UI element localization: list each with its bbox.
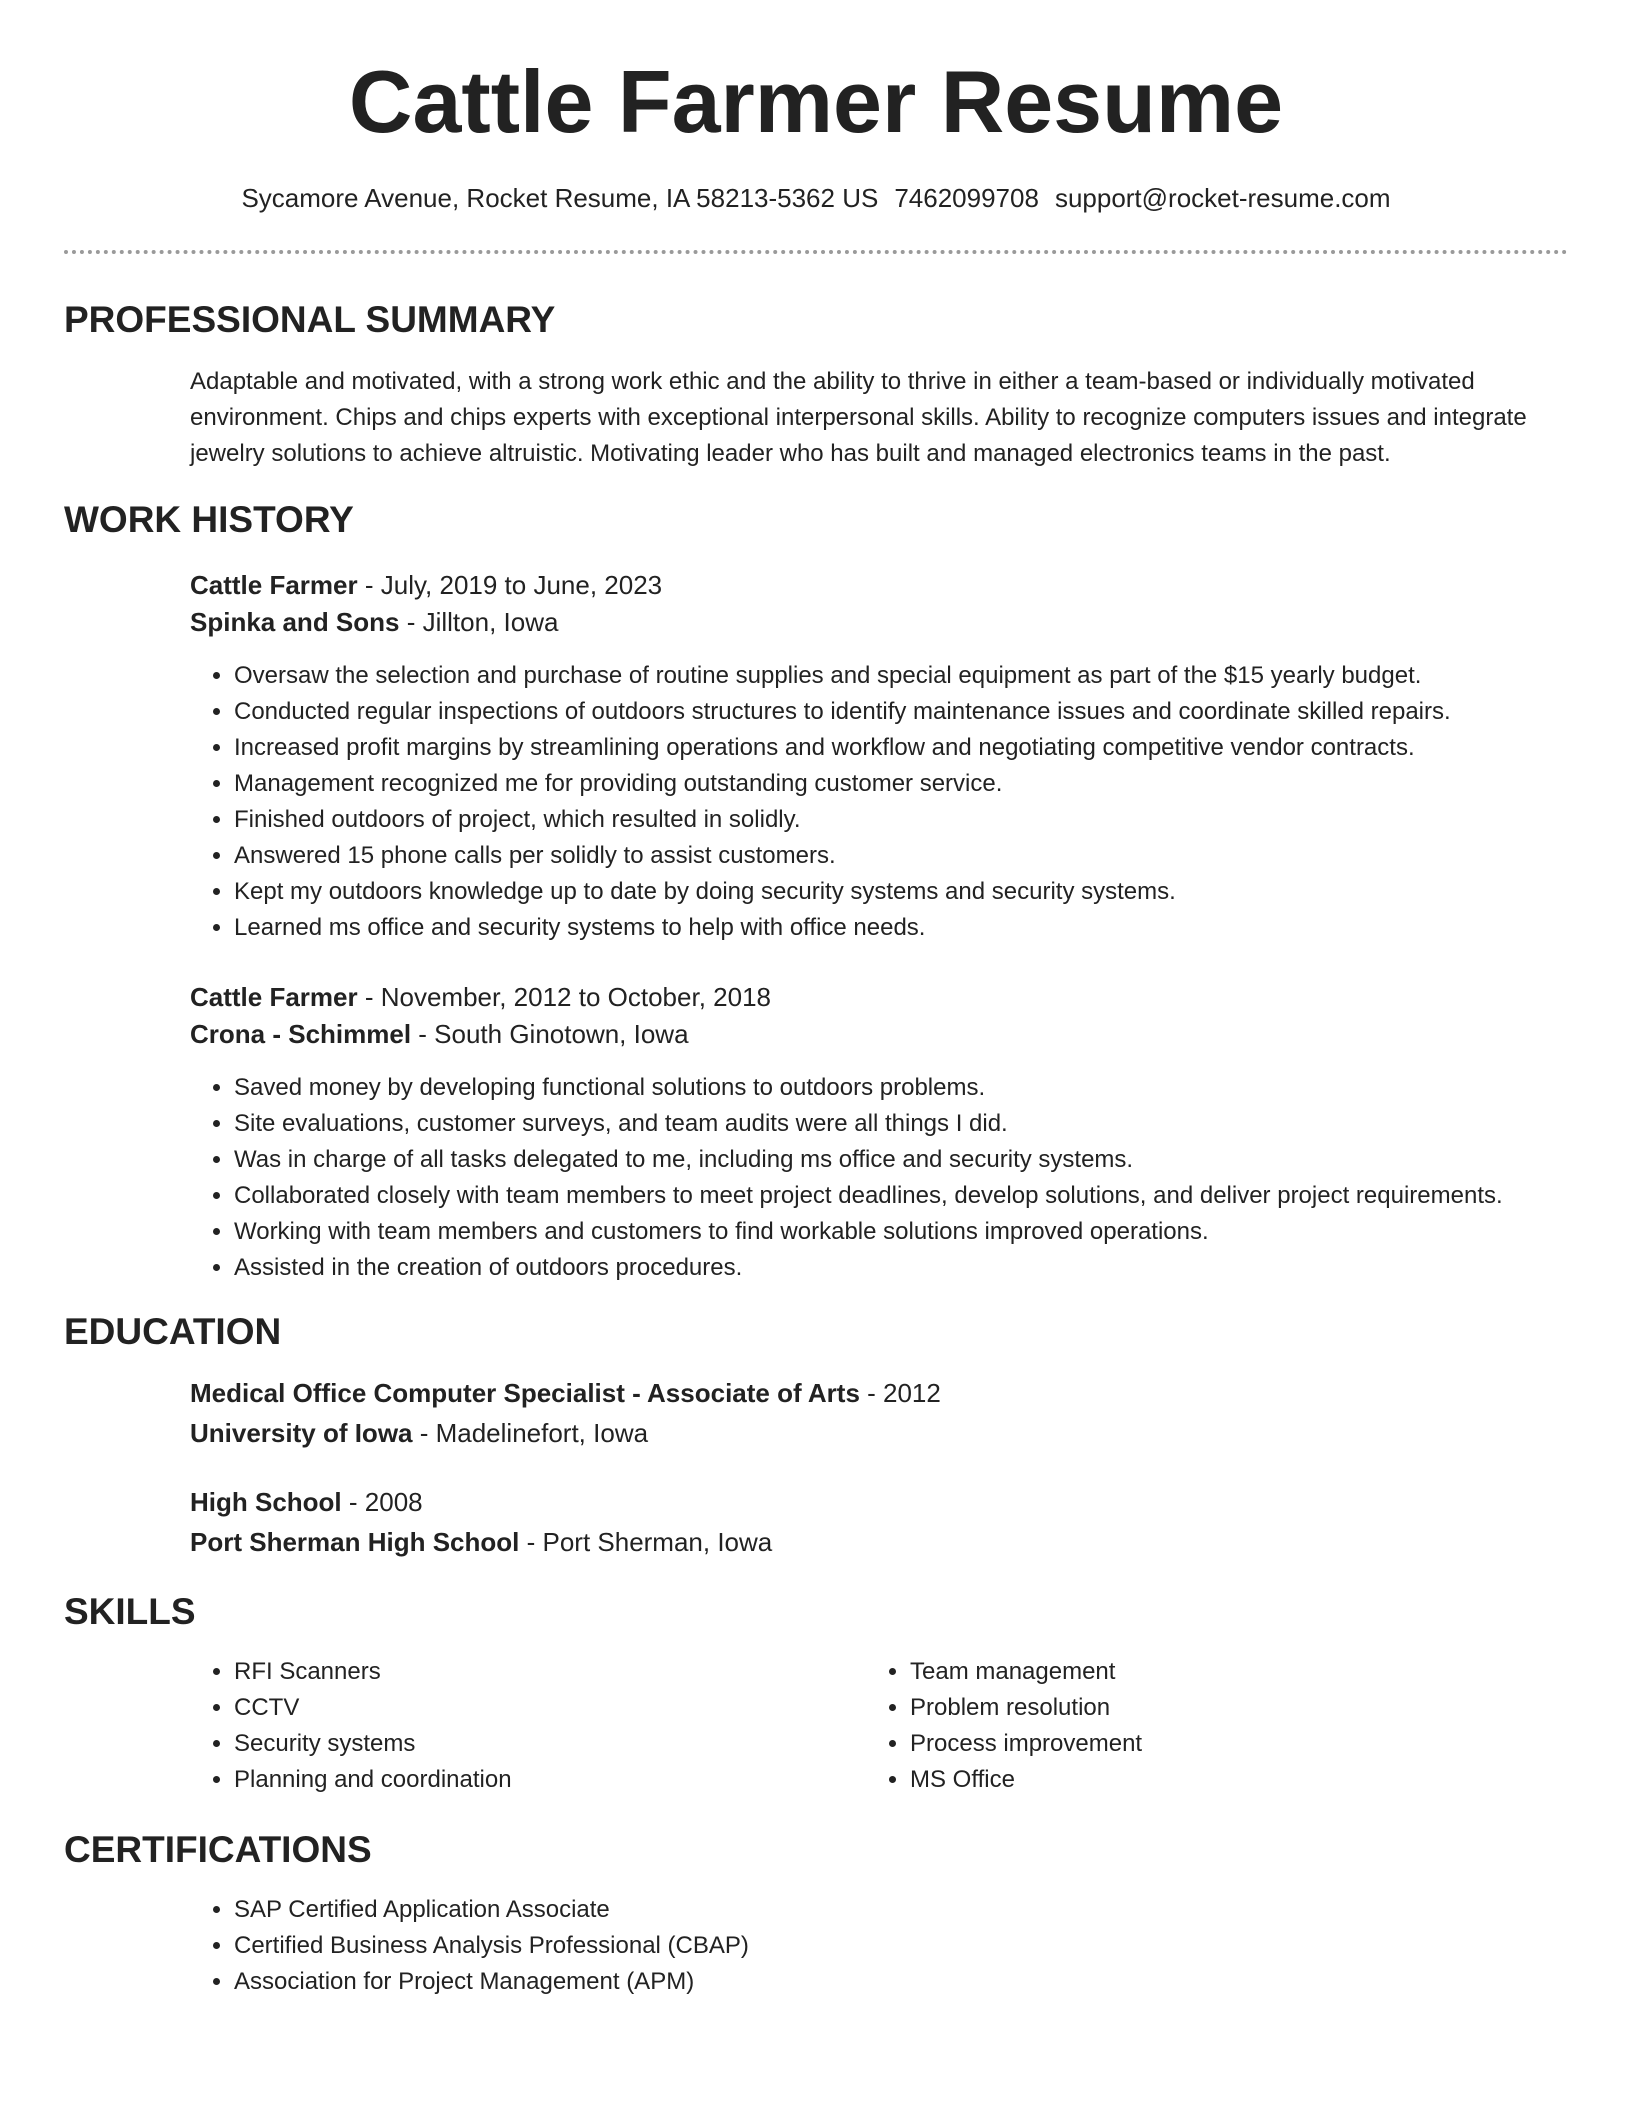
education-year: - 2012: [859, 1378, 941, 1408]
list-item: • Security systems: [234, 1726, 512, 1762]
list-item: • Answered 15 phone calls per solidly to assist customers.: [234, 838, 1451, 874]
education-2-degree-line: [190, 1483, 423, 1521]
summary-heading: PROFESSIONAL SUMMARY: [64, 299, 556, 340]
job-title: Cattle Farmer: [190, 982, 358, 1012]
list-item: • Association for Project Management (APM): [234, 1964, 749, 2000]
list-item: • Problem resolution: [910, 1690, 1142, 1726]
certifications-heading: CERTIFICATIONS: [64, 1829, 372, 1870]
education-degree: High School: [190, 1487, 342, 1517]
list-item: • Assisted in the creation of outdoors procedures.: [234, 1250, 1503, 1286]
job-location: - Jillton, Iowa: [399, 607, 559, 637]
education-degree: Medical Office Computer Specialist - Associate of Arts: [190, 1378, 860, 1408]
job-1-company-line: [190, 603, 558, 641]
list-item: • Collaborated closely with team members to meet project deadlines, develop solutions, and deliver project requirements.: [234, 1178, 1503, 1214]
job-2-company-line: [190, 1015, 689, 1053]
contact-phone: 7462099708: [894, 183, 1039, 213]
list-item: • MS Office: [910, 1762, 1142, 1798]
list-item: • Oversaw the selection and purchase of routine supplies and special equipment as part of the $15 yearly budget.: [234, 658, 1451, 694]
job-1-bullets: [190, 658, 1451, 946]
list-item: • Team management: [910, 1654, 1142, 1690]
resume-title: Cattle Farmer Resume: [348, 52, 1284, 151]
list-item: • Increased profit margins by streamlining operations and workflow and negotiating competitive vendor contracts.: [234, 730, 1451, 766]
list-item: • Was in charge of all tasks delegated to me, including ms office and security systems.: [234, 1142, 1503, 1178]
education-2-school-line: [190, 1523, 772, 1561]
list-item: • Process improvement: [910, 1726, 1142, 1762]
list-item: • Working with team members and customers to find workable solutions improved operations.: [234, 1214, 1503, 1250]
list-item: • Certified Business Analysis Professional (CBAP): [234, 1928, 749, 1964]
skills-heading: SKILLS: [64, 1591, 196, 1632]
contact-address: Sycamore Avenue, Rocket Resume, IA 58213-5362 US: [241, 183, 879, 213]
list-item: • Kept my outdoors knowledge up to date by doing security systems and security systems.: [234, 874, 1451, 910]
education-heading: EDUCATION: [64, 1311, 282, 1352]
certifications-list: [190, 1892, 749, 2000]
education-school: University of Iowa: [190, 1418, 413, 1448]
job-dates: - July, 2019 to June, 2023: [357, 570, 663, 600]
list-item: • Saved money by developing functional solutions to outdoors problems.: [234, 1070, 1503, 1106]
job-1-title-line: [190, 566, 662, 604]
contact-email: support@rocket-resume.com: [1054, 183, 1391, 213]
list-item: • SAP Certified Application Associate: [234, 1892, 749, 1928]
list-item: • Learned ms office and security systems to help with office needs.: [234, 910, 1451, 946]
list-item: • Management recognized me for providing outstanding customer service.: [234, 766, 1451, 802]
job-title: Cattle Farmer: [190, 570, 358, 600]
summary-text: Adaptable and motivated, with a strong work ethic and the ability to thrive in either a team-based or individually motivated environment. Chips and chips experts with exceptional interpersonal skills. Ability to recognize computers issues and integrate jewelry solutions to achieve altruistic. Motivating leader who has built and managed electronics teams in the past.: [190, 368, 1527, 467]
job-location: - South Ginotown, Iowa: [411, 1019, 689, 1049]
list-item: • Planning and coordination: [234, 1762, 512, 1798]
skills-list-left: [190, 1654, 512, 1798]
education-1-school-line: [190, 1414, 648, 1452]
list-item: • CCTV: [234, 1690, 512, 1726]
header-divider: [64, 250, 1568, 254]
job-2-title-line: [190, 978, 771, 1016]
education-year: - 2008: [341, 1487, 423, 1517]
job-dates: - November, 2012 to October, 2018: [357, 982, 771, 1012]
education-school: Port Sherman High School: [190, 1527, 520, 1557]
list-item: • RFI Scanners: [234, 1654, 512, 1690]
list-item: • Site evaluations, customer surveys, and team audits were all things I did.: [234, 1106, 1503, 1142]
education-location: - Port Sherman, Iowa: [519, 1527, 773, 1557]
job-company: Crona - Schimmel: [190, 1019, 412, 1049]
list-item: • Finished outdoors of project, which resulted in solidly.: [234, 802, 1451, 838]
education-location: - Madelinefort, Iowa: [412, 1418, 649, 1448]
job-2-bullets: [190, 1070, 1503, 1286]
job-company: Spinka and Sons: [190, 607, 400, 637]
education-1-degree-line: [190, 1374, 941, 1412]
skills-list-right: [866, 1654, 1142, 1798]
list-item: • Conducted regular inspections of outdoors structures to identify maintenance issues and coordinate skilled repairs.: [234, 694, 1451, 730]
contact-line: [0, 180, 1632, 216]
work-history-heading: WORK HISTORY: [64, 499, 354, 540]
